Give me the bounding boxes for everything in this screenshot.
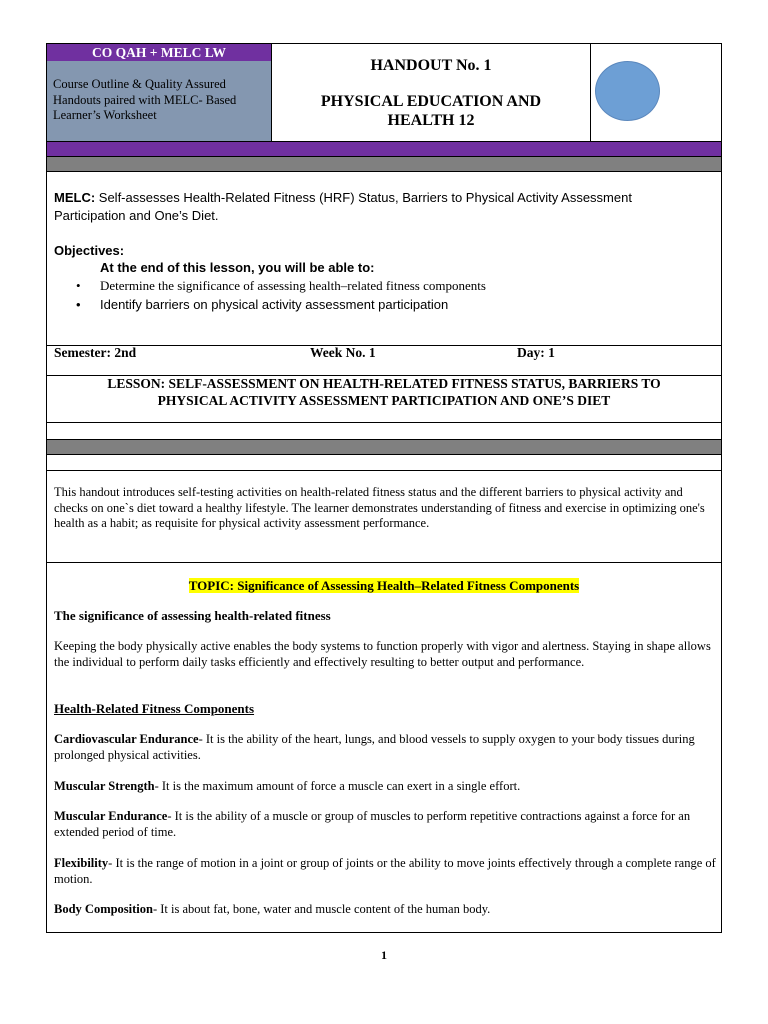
course-code-banner [47,44,271,61]
intro-paragraph: This handout introduces self-testing activities on health-related fitness status and the different barriers to physical activity and checks on one`s diet toward a healthy lifestyle. The learner demonstrates understanding of fitness and exercise in optimizing one's health as a habit; as requisite for physical activity assessment performance. [54,485,705,530]
lesson-title: LESSON: SELF-ASSESSMENT ON HEALTH-RELATED FITNESS STATUS, BARRIERS TO PHYSICAL ACTIVITY ASSESSMENT PARTICIPATION AND ONE’S DIET [107,376,661,408]
component-definition [54,809,716,840]
header-divider-2 [590,44,591,141]
schedule-row [46,346,722,376]
component-text: - It is the ability of a muscle or group of muscles to perform repetitive contractions against a force for an extended period of time. [54,809,691,839]
objective-item [76,297,448,312]
subject-title: PHYSICAL EDUCATION AND HEALTH 12 [320,93,542,129]
component-text: - It is the range of motion in a joint or group of joints or the ability to move joints effectively through a complete range of motion. [54,856,716,886]
objective-text: Identify barriers on physical activity assessment participation [100,297,449,312]
component-term: Muscular Endurance [54,809,168,823]
melc-label: MELC: [54,190,96,205]
topic-subheading: The significance of assessing health-related fitness [54,608,331,623]
week-label: Week No. 1 [310,345,376,360]
topic-paragraph: Keeping the body physically active enables the body systems to function properly with vigor and alertness. Staying in shape allows the individual to perform daily tasks efficiently and effectively resulting to better output and performance. [54,639,711,669]
component-text: - It is the ability of the heart, lungs, and blood vessels to supply oxygen to your body tissues during prolonged physical activities. [54,732,695,762]
component-definition [54,902,716,918]
components-heading: Health-Related Fitness Components [54,701,255,716]
empty-row [46,455,722,471]
component-term: Cardiovascular Endurance [54,732,199,746]
component-text: - It is about fat, bone, water and muscle content of the human body. [152,902,491,916]
handout-number: HANDOUT No. 1 [370,57,492,74]
component-term: Flexibility [54,856,109,870]
objectives-intro: At the end of this lesson, you will be able to: [100,260,375,275]
component-definition [54,856,716,887]
page-number: 1 [381,948,387,962]
component-term: Body Composition [54,902,153,916]
bullet-icon: • [76,278,81,293]
component-definition [54,732,716,763]
course-description: Course Outline & Quality Assured Handouts paired with MELC- Based Learner’s Worksheet [53,77,237,122]
empty-row [46,423,722,439]
objective-item [76,278,486,294]
component-term: Muscular Strength [54,779,155,793]
melc-text: Self-assesses Health-Related Fitness (HRF) Status, Barriers to Physical Activity Assessment Participation and One’s Diet. [54,190,632,223]
component-text: - It is the maximum amount of force a muscle can exert in a single effort. [154,779,521,793]
topic-title: TOPIC: Significance of Assessing Health–Related Fitness Components [188,578,580,593]
objective-text: Determine the significance of assessing health–related fitness components [100,278,486,293]
component-definition [54,779,716,795]
topic-title-wrap [47,577,721,595]
purple-divider-bar [46,142,722,156]
bullet-icon: • [76,297,81,312]
melc-statement [54,189,694,225]
logo-circle [595,61,660,121]
gray-divider-bar [46,156,722,172]
semester-label: Semester: 2nd [54,345,137,360]
course-code: CO QAH + MELC LW [92,45,226,60]
gray-divider-bar [46,439,722,455]
day-label: Day: 1 [517,345,555,360]
course-description-box [47,61,271,141]
objectives-title: Objectives: [54,243,125,258]
